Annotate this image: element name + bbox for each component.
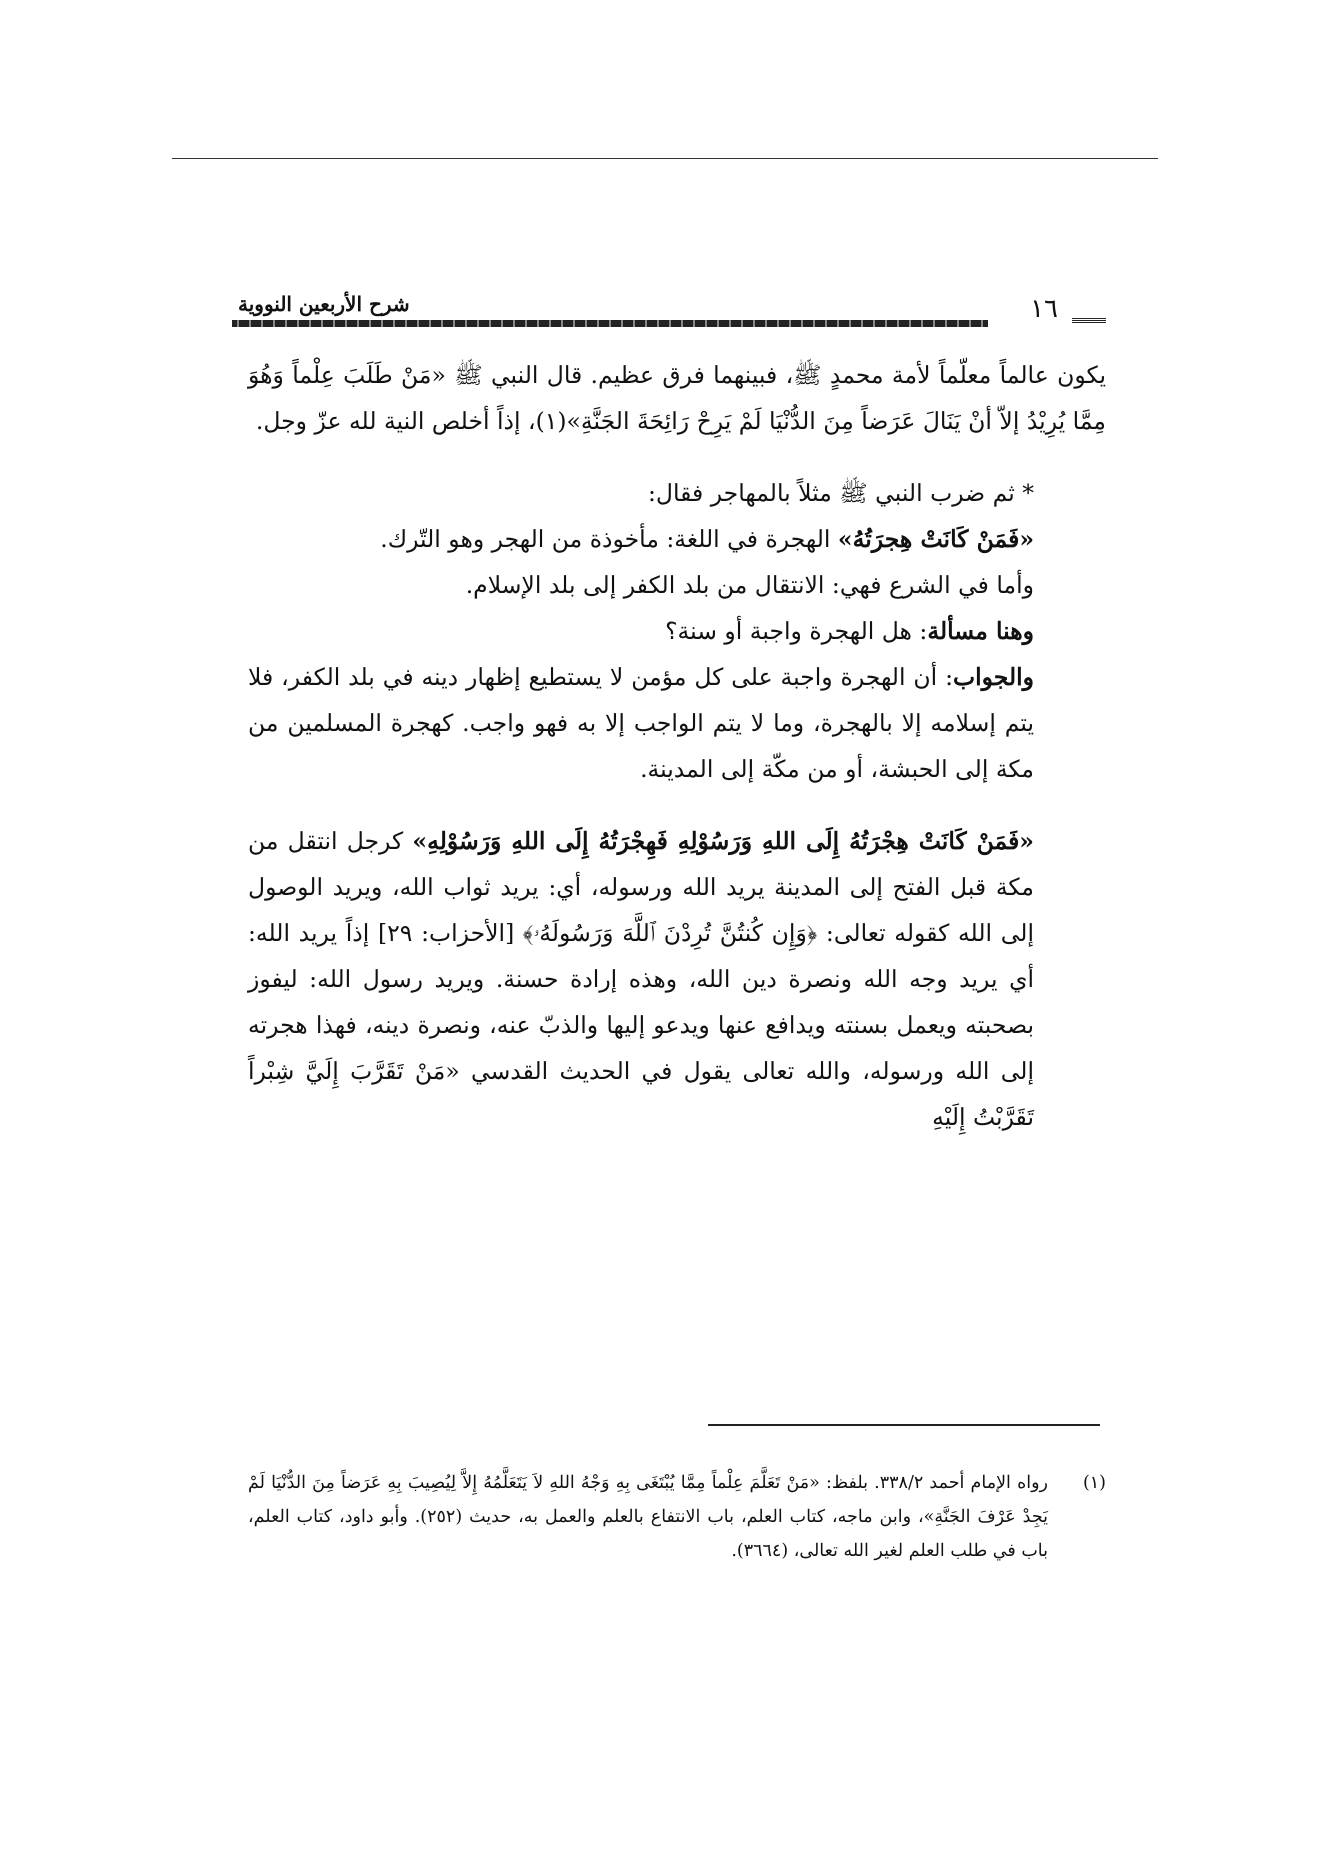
hadith-quote: «فَمَنْ كَانَتْ هِجرَتُهُ» — [837, 525, 1034, 553]
footnote-number: (١) — [1082, 1473, 1106, 1493]
paragraph — [248, 516, 1106, 562]
footnote-text: رواه الإمام أحمد ٣٣٨/٢. بلفظ: «مَنْ تَعَلَّمَ عِلْماً مِمَّا يُبْتَغَى بِهِ وَجْهُ اللهِ لاَ يَتَعَلَّمُهُ إِلاَّ لِيُصِيبَ بِهِ عَرَضاً مِنَ الدُّنْيَا لَمْ يَجِدْ عَرْفَ الجَنَّةِ»، وابن ماجه، كتاب العلم، باب الانتفاع بالعلم والعمل به، حديث (٢٥٢). وأبو داود، كتاب العلم، باب في طلب العلم لغير الله تعالى، (٣٦٦٤). — [248, 1473, 1049, 1561]
top-rule — [172, 158, 1158, 159]
paragraph-text: : أن الهجرة واجبة على كل مؤمن لا يستطيع إظهار دينه في بلد الكفر، فلا يتم إسلامه إلا بالهجرة، وما لا يتم الواجب إلا به فهو واجب. كهجرة المسلمين من مكة إلى الحبشة، أو من مكّة إلى المدينة. — [248, 663, 1034, 783]
paragraph — [248, 818, 1106, 1140]
paragraph-text: : هل الهجرة واجبة أو سنة؟ — [665, 617, 928, 645]
bold-term: والجواب — [953, 663, 1034, 691]
paragraph: يكون عالماً معلّماً لأمة محمدٍ ﷺ، فبينهما فرق عظيم. قال النبي ﷺ «مَنْ طَلَبَ عِلْماً وَهُوَ مِمَّا يُرِيْدُ إلاّ أنْ يَنَالَ عَرَضاً مِنَ الدُّنْيَا لَمْ يَرِحْ رَائِحَةَ الجَنَّةِ»(١)، إذاً أخلص النية لله عزّ وجل. — [248, 361, 1106, 435]
page-header — [232, 292, 1106, 328]
page-number: ١٦ — [1030, 294, 1058, 324]
body-text — [248, 352, 1106, 1140]
footnote — [248, 1466, 1106, 1568]
paragraph-text: كرجل انتقل من مكة قبل الفتح إلى المدينة يريد الله ورسوله، أي: يريد ثواب الله، ويريد الوصول إلى الله كقوله تعالى: ﴿وَإِن كُنتُنَّ تُرِدْنَ ٱللَّهَ وَرَسُولَهُۥ﴾ [الأحزاب: ٢٩] إذاً يريد الله: أي يريد وجه الله ونصرة دين الله، وهذه إرادة حسنة. ويريد رسول الله: ليفوز بصحبته ويعمل بسنته ويدافع عنها ويدعو إليها والذبّ عنه، ونصرة دينه، فهذا هجرته إلى الله ورسوله، والله تعالى يقول في الحديث القدسي «مَنْ تَقَرَّبَ إِلَيَّ شِبْراً تَقَرَّبْتُ إِلَيْهِ — [248, 827, 1034, 1131]
paragraph: وأما في الشرع فهي: الانتقال من بلد الكفر إلى بلد الإسلام. — [465, 571, 1034, 599]
footnote-separator — [708, 1424, 1100, 1426]
header-ornament-mark — [1072, 317, 1106, 323]
paragraph: * ثم ضرب النبي ﷺ مثلاً بالمهاجر فقال: — [647, 479, 1034, 507]
paragraph — [248, 608, 1106, 654]
bold-term: وهنا مسألة — [927, 617, 1034, 645]
paragraph-text: الهجرة في اللغة: مأخوذة من الهجر وهو التّرك. — [380, 525, 838, 553]
book-title: شرح الأربعين النووية — [238, 292, 410, 316]
paragraph — [248, 654, 1106, 792]
header-ornament-bar — [232, 320, 988, 327]
hadith-quote: «فَمَنْ كَانَتْ هِجْرَتُهُ إِلَى اللهِ وَرَسُوْلِهِ فَهِجْرَتُهُ إِلَى اللهِ وَرَسُوْلِهِ» — [412, 827, 1034, 855]
